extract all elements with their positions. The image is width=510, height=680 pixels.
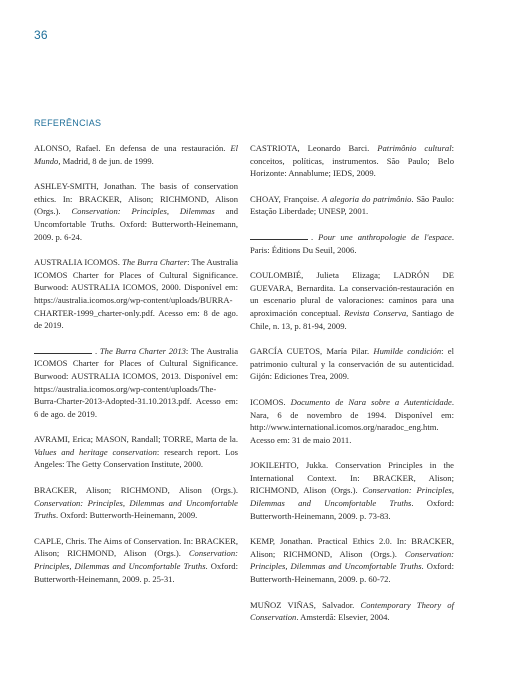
reference-text: JOKILEHTO, Jukka. Conservation Principles in the International Context. In: BRACKER, Alison; RICHMOND, Alison (Orgs.).	[250, 460, 454, 496]
reference-entry	[34, 180, 238, 243]
reference-text: : The Australia ICOMOS Charter for Places of Cultural Significance. Burwood: AUSTRALIA ICOMOS, 2000. Disponível em: https://australia.icomos.org/wp-content/uploads/BURRA-CHARTER-1999_charter-only.pdf. Acesso em: 8 de ago. de 2019.	[34, 257, 238, 331]
reference-text: CAPLE, Chris. The Aims of Conservation. In: BRACKER, Alison; RICHMOND, Alison (Orgs.).	[34, 535, 238, 559]
reference-text: . Paris: Éditions Du Seuil, 2006.	[250, 231, 454, 255]
reference-text: MUÑOZ VIÑAS, Salvador.	[250, 599, 361, 610]
reference-entry	[250, 599, 454, 624]
reference-text: COULOMBIÉ, Julieta Elizaga; LADRÓN DE GUEVARA, Bernardita. La conservación-restauración en un escenario plural de valoraciones: caminos para una aproximación conceptual.	[250, 270, 454, 318]
reference-text: . Nara, 6 de novembro de 1994. Disponível em: http://www.international.icomos.org/naradoc_eng.htm. Acesso em: 31 de maio 2011.	[250, 396, 454, 445]
reference-entry	[34, 484, 238, 522]
reference-text: ALONSO, Rafael. En defensa de una restauración.	[34, 143, 231, 153]
page-number: 36	[34, 28, 48, 42]
reference-title: Conservation: Principles, Dilemmas and Uncomfortable Truths	[250, 485, 455, 509]
reference-title: Documento de Nara sobre a Autenticidade	[290, 396, 452, 407]
reference-text: KEMP, Jonathan. Practical Ethics 2.0. In: BRACKER, Alison; RICHMOND, Alison (Orgs.).	[250, 536, 454, 559]
reference-title: Conservation: Principles, Dilemmas	[71, 206, 215, 217]
reference-title: The Burra Charter	[122, 257, 188, 268]
reference-text: : conceitos, políticas, instrumentos. São Paulo; Belo Horizonte: Annablume; IEDS, 2009.	[250, 143, 454, 179]
repeated-author-dash	[250, 232, 308, 240]
reference-entry	[34, 345, 238, 421]
reference-text: CHOAY, Françoise.	[250, 193, 322, 204]
reference-title: Conservation: Principles, Dilemmas and Uncomfortable Truths	[34, 497, 238, 521]
reference-text: .	[311, 231, 319, 242]
reference-text: and Uncomfortable Truths. Oxford: Butterworth-Heinemann, 2009. p. 6-24.	[34, 206, 238, 242]
reference-title: El Mundo	[34, 143, 238, 166]
reference-text: . Oxford: Butterworth-Heinemann, 2009.	[55, 510, 198, 521]
reference-text: BRACKER, Alison; RICHMOND, Alison (Orgs.).	[34, 485, 238, 496]
reference-text: : The Australia ICOMOS Charter for Places of Cultural Significance. Burwood: AUSTRALIA ICOMOS, 2013. Disponível em: https://australia.icomos.org/wp-content/uploads/The-Burra-Charter-2013-Adopted-31.10.2013.pdf. Acesso em: 6 de ago. de 2019.	[34, 345, 239, 419]
repeated-author-dash	[34, 346, 92, 354]
reference-text: : research report. Los Angeles: The Getty Conservation Institute, 2000.	[34, 446, 238, 470]
reference-title: Pour une anthropologie de l'espace	[318, 231, 452, 242]
reference-entry	[250, 535, 454, 585]
reference-entry	[34, 535, 238, 585]
reference-text: .	[95, 345, 100, 356]
reference-entry	[250, 193, 454, 218]
reference-title: Humilde condición	[373, 346, 442, 357]
reference-title: The Burra Charter 2013	[99, 345, 186, 356]
reference-entry	[250, 269, 454, 332]
reference-title: A alegoria do patrimônio	[321, 193, 412, 204]
reference-text: . São Paulo: Estação Liberdade; UNESP, 2001.	[250, 193, 454, 217]
reference-text: . Amsterdã: Elsevier, 2004.	[296, 612, 390, 623]
reference-entry	[250, 396, 454, 446]
section-heading-spacer	[250, 116, 454, 130]
reference-text: ASHLEY-SMITH, Jonathan. The basis of conservation ethics. In: BRACKER, Alison; RICHMOND, Alison (Orgs.).	[34, 181, 238, 217]
reference-title: Revista Conserva	[344, 307, 407, 318]
reference-text: GARCÍA CUETOS, María Pilar.	[250, 346, 374, 357]
reference-text: , Santiago de Chile, n. 13, p. 81-94, 2009.	[250, 307, 454, 331]
reference-entry	[34, 142, 238, 167]
reference-entry	[250, 231, 454, 256]
reference-entry	[250, 345, 454, 383]
reference-entry	[250, 459, 454, 522]
reference-text: . Oxford: Butterworth-Heinemann, 2009. p. 25-31.	[34, 561, 238, 584]
reference-text: . Oxford: Butterworth-Heinemann, 2009. p. 60-72.	[250, 561, 454, 585]
reference-text: , Madrid, 8 de jun. de 1999.	[58, 155, 154, 166]
reference-text: . Oxford: Butterworth-Heinemann, 2009. p. 73-83.	[250, 498, 454, 521]
reference-title: Values and heritage conservation	[34, 446, 157, 457]
reference-list-right	[250, 142, 454, 624]
reference-title: Contemporary Theory of Conservation	[250, 599, 454, 623]
reference-entry	[34, 433, 238, 471]
reference-text: ICOMOS.	[250, 396, 291, 407]
section-heading: REFERÊNCIAS	[34, 118, 102, 128]
reference-text: : el patrimonio cultural y la conservación de su autenticidad. Gijón: Ediciones Trea, 2009.	[250, 346, 454, 382]
reference-title: Conservation: Principles, Dilemmas and Uncomfortable Truths	[34, 548, 238, 572]
reference-list-left	[34, 142, 238, 585]
reference-title: Conservation: Principles, Dilemmas and Uncomfortable Truths	[250, 548, 454, 572]
reference-title: Patrimônio cultural	[377, 143, 452, 153]
left-column	[34, 116, 238, 598]
reference-text: AVRAMI, Erica; MASON, Randall; TORRE, Marta de la.	[34, 434, 238, 445]
reference-text: CASTRIOTA, Leonardo Barci.	[250, 143, 378, 153]
reference-entry	[250, 142, 454, 180]
reference-entry	[34, 256, 238, 332]
reference-text: AUSTRALIA ICOMOS.	[34, 257, 123, 268]
right-column	[250, 116, 454, 637]
